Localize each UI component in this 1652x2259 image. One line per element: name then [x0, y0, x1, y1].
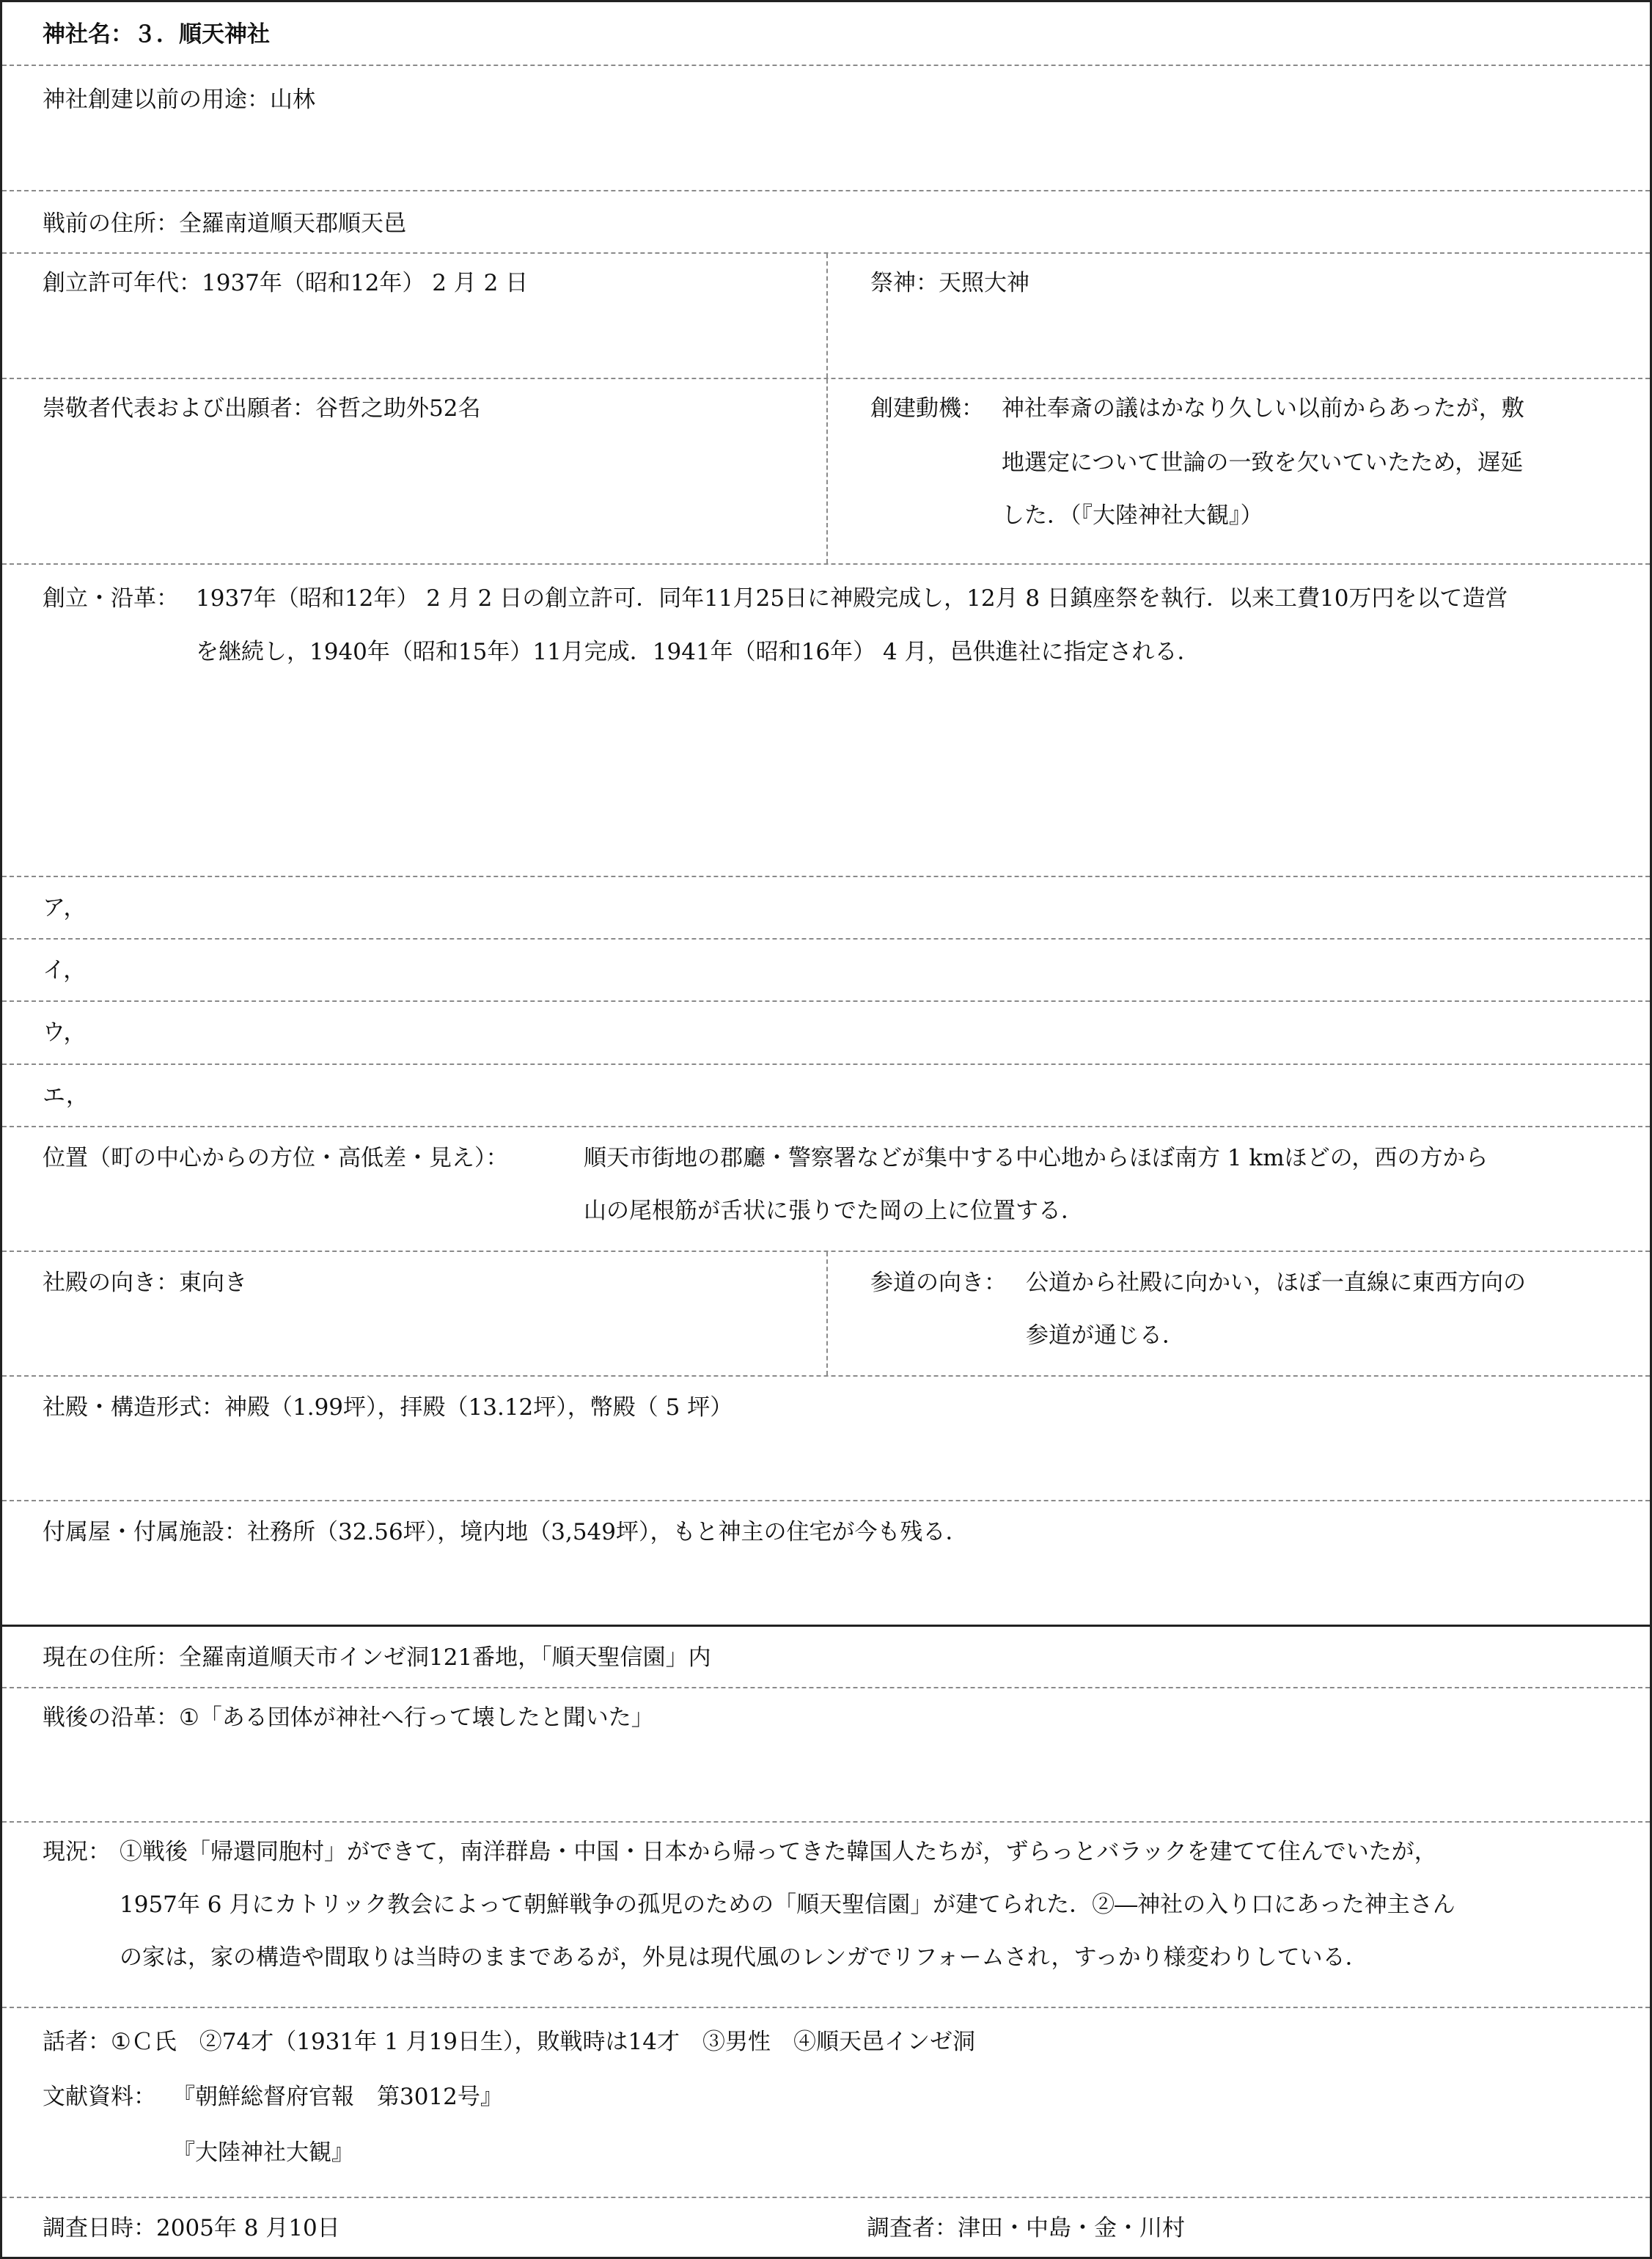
direction-row: [2, 1252, 1650, 1377]
approach-direction-cell: [828, 1252, 1650, 1375]
shrine-direction-cell: [2, 1252, 828, 1375]
surveyors-value: 津田・中島・金・川村: [958, 2215, 1185, 2241]
deity-label: 祭神：: [870, 270, 939, 296]
motive-line-2: 地選定について世論の一致を欠いていたため，遅延: [1002, 450, 1524, 476]
current-state-line-3: の家は，家の構造や間取りは当時のままであるが，外見は現代風のレンガでリフォームされ，すっかり様変わりしている．: [120, 1944, 1368, 1971]
item-e: エ，: [43, 1083, 89, 1109]
structure: [43, 1393, 733, 1422]
shrine-name-label: 神社名：: [43, 21, 133, 48]
reference-1: 『朝鮮総督府官報 第3012号』: [172, 2084, 503, 2110]
permit-deity-row: [2, 254, 1650, 379]
facilities-value: 社務所（32.56坪），境内地（3,549坪），もと神主の住宅が今も残る．: [247, 1519, 969, 1545]
shrine-direction-label: 社殿の向き：: [43, 1270, 179, 1296]
item-a: ア，: [43, 895, 87, 921]
location-label: 位置（町の中心からの方位・高低差・見え）：: [43, 1145, 509, 1171]
surveyors: [867, 2214, 1185, 2243]
current-address: [43, 1643, 711, 1672]
item-i: イ，: [43, 957, 87, 984]
postwar-history-value: ①「ある団体が神社へ行って壊したと聞いた」: [179, 1705, 654, 1731]
prior-use-label: 神社創建以前の用途：: [43, 87, 270, 113]
location-row: [2, 1127, 1650, 1252]
speaker-value: ①Ｃ氏 ②74才（1931年 1 月19日生），敗戦時は14才 ③男性 ④順天邑インゼ洞: [111, 2029, 975, 2055]
approach-direction-line-1: 公道から社殿に向かい，ほぼ一直線に東西方向の: [1026, 1270, 1526, 1296]
current-address-value: 全羅南道順天市インゼ洞121番地，「順天聖信園」内: [179, 1644, 711, 1671]
current-address-row: [2, 1627, 1650, 1688]
item-u-row: [2, 1002, 1650, 1065]
deity-cell: [828, 254, 1650, 378]
prewar-address: [43, 209, 406, 238]
history-line-2: を継続し，1940年（昭和15年）11月完成．1941年（昭和16年） 4 月，邑供進社に指定される．: [196, 639, 1200, 665]
location-line-2: 山の尾根筋が舌状に張りでた岡の上に位置する．: [584, 1198, 1084, 1224]
speaker-label: 話者：: [43, 2029, 111, 2055]
current-state-label: 現況：: [43, 1839, 111, 1865]
motive-line-1: 神社奉斎の議はかなり久しい以前からあったが，敷: [1002, 395, 1524, 422]
founding-permit-label: 創立許可年代：: [43, 270, 202, 296]
motive-line-3: した．（『大陸神社大観』）: [1002, 502, 1263, 529]
structure-label: 社殿・構造形式：: [43, 1394, 224, 1421]
history-row: [2, 565, 1650, 877]
shrine-name-value: ３．順天神社: [133, 21, 270, 48]
references-label: 文献資料：: [43, 2084, 156, 2110]
representative-value: 谷哲之助外52名: [315, 395, 481, 422]
reference-2: 『大陸神社大観』: [172, 2139, 354, 2166]
deity: [870, 268, 1029, 298]
postwar-history-label: 戦後の沿革：: [43, 1705, 179, 1731]
approach-direction-line-2: 参道が通じる．: [1026, 1322, 1185, 1349]
motive-label: 創建動機：: [870, 395, 984, 422]
structure-value: 神殿（1.99坪），拝殿（13.12坪），幣殿（ 5 坪）: [224, 1394, 733, 1421]
item-u: ウ，: [43, 1019, 87, 1046]
survey-date-label: 調査日時：: [43, 2215, 156, 2241]
current-state-line-2: 1957年 6 月にカトリック教会によって朝鮮戦争の孤児のための「順天聖信園」が建てられた．②―神社の入り口にあった神主さん: [120, 1892, 1455, 1918]
shrine-name: [43, 20, 270, 49]
representative-cell: [2, 379, 828, 563]
deity-value: 天照大神: [939, 270, 1029, 296]
representative-motive-row: [2, 379, 1650, 565]
item-a-row: [2, 877, 1650, 940]
item-i-row: [2, 940, 1650, 1002]
facilities: [43, 1517, 969, 1547]
representative-label: 崇敬者代表および出願者：: [43, 395, 315, 422]
survey-row: [2, 2198, 1650, 2257]
history-label: 創立・沿革：: [43, 585, 179, 612]
founding-permit-value: 1937年（昭和12年） 2 月 2 日: [202, 270, 529, 296]
representative: [43, 394, 480, 423]
current-state-line-1: ①戦後「帰還同胞村」ができて，南洋群島・中国・日本から帰ってきた韓国人たちが，ずらっとバラックを建てて住んでいたが，: [120, 1839, 1437, 1865]
shrine-name-row: [2, 2, 1650, 66]
prewar-address-value: 全羅南道順天郡順天邑: [179, 210, 406, 237]
postwar-history: [43, 1703, 654, 1732]
facilities-label: 付属屋・付属施設：: [43, 1519, 247, 1545]
surveyors-label: 調査者：: [867, 2215, 958, 2241]
speaker-references-row: [2, 2008, 1650, 2198]
prior-use-row: [2, 66, 1650, 191]
motive-cell: [828, 379, 1650, 563]
prior-use: [43, 85, 315, 114]
survey-date: [43, 2214, 340, 2243]
shrine-direction-value: 東向き: [179, 1270, 247, 1296]
facilities-row: [2, 1501, 1650, 1627]
prior-use-value: 山林: [270, 87, 315, 113]
prewar-address-row: [2, 191, 1650, 254]
current-address-label: 現在の住所：: [43, 1644, 179, 1671]
approach-direction-label: 参道の向き：: [870, 1270, 1007, 1296]
prewar-address-label: 戦前の住所：: [43, 210, 179, 237]
location-line-1: 順天市街地の郡廳・警察署などが集中する中心地からほぼ南方 1 kmほどの，西の方から: [584, 1145, 1488, 1171]
item-e-row: [2, 1065, 1650, 1127]
structure-row: [2, 1377, 1650, 1501]
postwar-history-row: [2, 1688, 1650, 1823]
history-line-1: 1937年（昭和12年） 2 月 2 日の創立許可．同年11月25日に神殿完成し，12月 8 日鎮座祭を執行．以来工費10万円を以て造営: [196, 585, 1508, 612]
shrine-direction: [43, 1268, 247, 1297]
current-state-row: [2, 1823, 1650, 2008]
speaker: [43, 2027, 975, 2057]
founding-permit: [43, 268, 528, 298]
survey-date-value: 2005年 8 月10日: [156, 2215, 340, 2241]
founding-permit-cell: [2, 254, 828, 378]
